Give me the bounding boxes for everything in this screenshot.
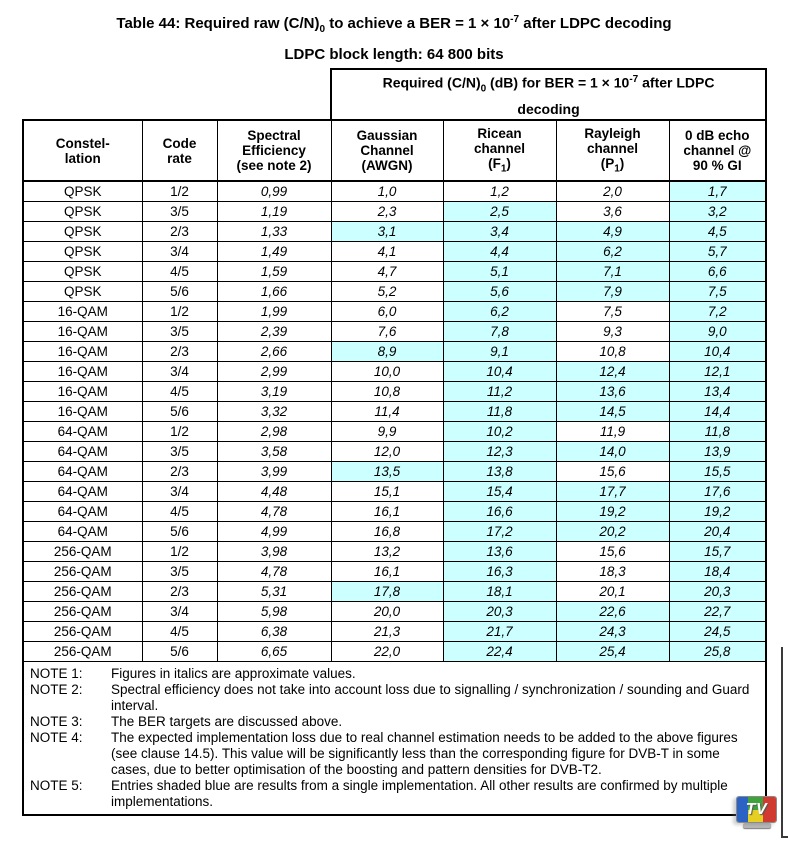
spectral-efficiency-cell: 4,78 <box>217 502 331 522</box>
cn-value-cell: 4,5 <box>669 222 766 242</box>
cn-value-cell: 11,8 <box>443 402 556 422</box>
note-item-5 <box>30 778 759 810</box>
cn-value-cell: 20,3 <box>443 602 556 622</box>
code-rate-cell: 2/3 <box>142 582 217 602</box>
cn-value-cell: 17,6 <box>669 482 766 502</box>
cn-value-cell: 19,2 <box>669 502 766 522</box>
cn-value-cell: 7,6 <box>331 322 443 342</box>
constellation-cell: 16-QAM <box>23 362 142 382</box>
code-rate-cell: 5/6 <box>142 402 217 422</box>
note-text: Entries shaded blue are results from a single implementation. All other results are confirmed by multiple implementations. <box>111 778 728 810</box>
note-label: NOTE 1: <box>30 666 83 682</box>
spectral-efficiency-cell: 6,38 <box>217 622 331 642</box>
constellation-cell: 256-QAM <box>23 582 142 602</box>
code-rate-cell: 1/2 <box>142 422 217 442</box>
cn-value-cell: 9,9 <box>331 422 443 442</box>
cn-value-cell: 21,3 <box>331 622 443 642</box>
cn-value-cell: 3,4 <box>443 222 556 242</box>
spectral-efficiency-cell: 1,99 <box>217 302 331 322</box>
cn-value-cell: 7,8 <box>443 322 556 342</box>
page-edge-line-vertical <box>781 647 783 838</box>
cn-value-cell: 22,7 <box>669 602 766 622</box>
table-row <box>23 302 766 322</box>
cn-value-cell: 9,0 <box>669 322 766 342</box>
table-row <box>23 522 766 542</box>
table-row <box>23 382 766 402</box>
code-rate-cell: 3/4 <box>142 602 217 622</box>
page-edge-line-horizontal <box>781 836 788 838</box>
constellation-cell: 16-QAM <box>23 322 142 342</box>
constellation-cell: QPSK <box>23 222 142 242</box>
constellation-cell: 16-QAM <box>23 382 142 402</box>
table-row <box>23 322 766 342</box>
cn-value-cell: 10,2 <box>443 422 556 442</box>
header-spacer <box>23 69 331 120</box>
code-rate-cell: 1/2 <box>142 542 217 562</box>
tv-logo-text: TV <box>745 800 768 818</box>
col-header-0db-echo: 0 dB echo channel @ 90 % GI <box>669 120 766 181</box>
cn-value-cell: 22,4 <box>443 642 556 662</box>
constellation-cell: QPSK <box>23 262 142 282</box>
code-rate-cell: 3/5 <box>142 202 217 222</box>
cn-value-cell: 13,6 <box>443 542 556 562</box>
constellation-cell: 256-QAM <box>23 622 142 642</box>
cn-value-cell: 13,8 <box>443 462 556 482</box>
constellation-cell: 256-QAM <box>23 562 142 582</box>
table-row <box>23 402 766 422</box>
cn-value-cell: 21,7 <box>443 622 556 642</box>
cn-value-cell: 3,6 <box>556 202 669 222</box>
spectral-efficiency-cell: 1,66 <box>217 282 331 302</box>
spectral-efficiency-cell: 2,39 <box>217 322 331 342</box>
cn-value-cell: 15,4 <box>443 482 556 502</box>
notes-row <box>23 662 766 816</box>
cn-value-cell: 6,0 <box>331 302 443 322</box>
cn-value-cell: 10,8 <box>556 342 669 362</box>
constellation-cell: 256-QAM <box>23 602 142 622</box>
cn-value-cell: 17,2 <box>443 522 556 542</box>
cn-value-cell: 25,8 <box>669 642 766 662</box>
note-item-4 <box>30 730 759 778</box>
table-row <box>23 622 766 642</box>
table-row <box>23 202 766 222</box>
spectral-efficiency-cell: 5,98 <box>217 602 331 622</box>
code-rate-cell: 3/4 <box>142 482 217 502</box>
cn-value-cell: 12,0 <box>331 442 443 462</box>
table-row <box>23 582 766 602</box>
cn-value-cell: 7,1 <box>556 262 669 282</box>
cn-value-cell: 13,5 <box>331 462 443 482</box>
cn-value-cell: 18,1 <box>443 582 556 602</box>
code-rate-cell: 5/6 <box>142 642 217 662</box>
note-item-1 <box>30 666 759 682</box>
spectral-efficiency-cell: 1,59 <box>217 262 331 282</box>
cn-value-cell: 9,1 <box>443 342 556 362</box>
cn-value-cell: 20,0 <box>331 602 443 622</box>
cn-value-cell: 1,0 <box>331 181 443 202</box>
note-text: The BER targets are discussed above. <box>111 714 343 730</box>
spectral-efficiency-cell: 1,33 <box>217 222 331 242</box>
table-row <box>23 562 766 582</box>
cn-value-cell: 7,5 <box>556 302 669 322</box>
note-item-3 <box>30 714 759 730</box>
cn-value-cell: 13,4 <box>669 382 766 402</box>
spectral-efficiency-cell: 5,31 <box>217 582 331 602</box>
col-header-code-rate: Code rate <box>142 120 217 181</box>
cn-value-cell: 9,3 <box>556 322 669 342</box>
constellation-cell: 16-QAM <box>23 342 142 362</box>
table-row <box>23 181 766 202</box>
code-rate-cell: 3/5 <box>142 442 217 462</box>
table-row <box>23 362 766 382</box>
cn-value-cell: 22,6 <box>556 602 669 622</box>
table-row <box>23 442 766 462</box>
table-title-line2: LDPC block length: 64 800 bits <box>284 46 504 63</box>
note-label: NOTE 5: <box>30 778 83 794</box>
span-header: Required $(C/N)_0$ (dB) for BER = $1 \times 10^{-7}$ after LDPC decoding <box>331 69 766 120</box>
code-rate-cell: 4/5 <box>142 502 217 522</box>
code-rate-cell: 2/3 <box>142 462 217 482</box>
col-header-rayleigh: Rayleigh channel $(P_1)$ <box>556 120 669 181</box>
spectral-efficiency-cell: 1,49 <box>217 242 331 262</box>
cn-value-cell: 15,7 <box>669 542 766 562</box>
constellation-cell: 64-QAM <box>23 522 142 542</box>
cn-value-cell: 20,4 <box>669 522 766 542</box>
code-rate-cell: 2/3 <box>142 222 217 242</box>
constellation-cell: QPSK <box>23 181 142 202</box>
col-header-gaussian: Gaussian Channel (AWGN) <box>331 120 443 181</box>
cn-value-cell: 18,4 <box>669 562 766 582</box>
cn-value-cell: 16,1 <box>331 562 443 582</box>
col-header-ricean: Ricean channel $(F_1)$ <box>443 120 556 181</box>
table-row <box>23 542 766 562</box>
cn-value-cell: 18,3 <box>556 562 669 582</box>
cn-value-cell: 16,6 <box>443 502 556 522</box>
code-rate-cell: 3/4 <box>142 242 217 262</box>
constellation-cell: 256-QAM <box>23 642 142 662</box>
table-row <box>23 482 766 502</box>
cn-value-cell: 11,8 <box>669 422 766 442</box>
spectral-efficiency-cell: 3,32 <box>217 402 331 422</box>
cn-value-cell: 20,3 <box>669 582 766 602</box>
cn-value-cell: 10,4 <box>443 362 556 382</box>
cn-value-cell: 24,3 <box>556 622 669 642</box>
constellation-cell: 64-QAM <box>23 502 142 522</box>
cn-value-cell: 2,3 <box>331 202 443 222</box>
constellation-cell: QPSK <box>23 242 142 262</box>
cn-value-cell: 15,1 <box>331 482 443 502</box>
cn-value-cell: 2,5 <box>443 202 556 222</box>
cn-value-cell: 1,2 <box>443 181 556 202</box>
cn-value-cell: 4,9 <box>556 222 669 242</box>
note-item-2 <box>30 682 759 714</box>
table-title <box>0 7 788 67</box>
cn-value-cell: 10,8 <box>331 382 443 402</box>
code-rate-cell: 4/5 <box>142 622 217 642</box>
cn-value-cell: 5,1 <box>443 262 556 282</box>
code-rate-cell: 5/6 <box>142 522 217 542</box>
code-rate-cell: 3/5 <box>142 562 217 582</box>
notes-section <box>23 662 766 816</box>
cn-value-cell: 15,6 <box>556 462 669 482</box>
table-row <box>23 602 766 622</box>
cn-value-cell: 25,4 <box>556 642 669 662</box>
cn-value-cell: 1,7 <box>669 181 766 202</box>
col-header-constellation: Constel- lation <box>23 120 142 181</box>
constellation-cell: 16-QAM <box>23 402 142 422</box>
cn-value-cell: 24,5 <box>669 622 766 642</box>
constellation-cell: 64-QAM <box>23 422 142 442</box>
cn-value-cell: 15,6 <box>556 542 669 562</box>
table-row <box>23 462 766 482</box>
span-header-row <box>23 69 766 120</box>
note-text: Spectral efficiency does not take into account loss due to signalling / synchronization / sounding and Guard interval. <box>111 682 750 714</box>
table-row <box>23 422 766 442</box>
note-label: NOTE 3: <box>30 714 83 730</box>
cn-value-cell: 20,1 <box>556 582 669 602</box>
cn-value-cell: 16,1 <box>331 502 443 522</box>
tv-watermark-logo <box>736 796 778 828</box>
cn-value-cell: 15,5 <box>669 462 766 482</box>
cn-value-cell: 3,2 <box>669 202 766 222</box>
cn-value-cell: 10,0 <box>331 362 443 382</box>
cn-value-cell: 5,7 <box>669 242 766 262</box>
table-row <box>23 282 766 302</box>
spectral-efficiency-cell: 3,19 <box>217 382 331 402</box>
cn-value-cell: 7,5 <box>669 282 766 302</box>
spectral-efficiency-cell: 1,19 <box>217 202 331 222</box>
constellation-cell: 64-QAM <box>23 482 142 502</box>
constellation-cell: 64-QAM <box>23 442 142 462</box>
code-rate-cell: 3/5 <box>142 322 217 342</box>
cn-value-cell: 5,2 <box>331 282 443 302</box>
code-rate-cell: 1/2 <box>142 181 217 202</box>
cn-value-cell: 4,4 <box>443 242 556 262</box>
cn-value-cell: 20,2 <box>556 522 669 542</box>
cn-value-cell: 11,9 <box>556 422 669 442</box>
code-rate-cell: 1/2 <box>142 302 217 322</box>
table-row <box>23 642 766 662</box>
constellation-cell: 256-QAM <box>23 542 142 562</box>
cn-value-cell: 6,6 <box>669 262 766 282</box>
spectral-efficiency-cell: 2,98 <box>217 422 331 442</box>
spectral-efficiency-cell: 3,98 <box>217 542 331 562</box>
cn-value-cell: 16,3 <box>443 562 556 582</box>
cn-value-cell: 13,9 <box>669 442 766 462</box>
cn-value-cell: 11,4 <box>331 402 443 422</box>
note-text: Figures in italics are approximate values. <box>111 666 356 682</box>
spectral-efficiency-cell: 2,99 <box>217 362 331 382</box>
table-row <box>23 222 766 242</box>
constellation-cell: 16-QAM <box>23 302 142 322</box>
cn-value-cell: 13,6 <box>556 382 669 402</box>
spectral-efficiency-cell: 4,78 <box>217 562 331 582</box>
cn-value-cell: 6,2 <box>443 302 556 322</box>
cn-value-cell: 14,0 <box>556 442 669 462</box>
cn-value-cell: 14,5 <box>556 402 669 422</box>
spectral-efficiency-cell: 0,99 <box>217 181 331 202</box>
note-label: NOTE 2: <box>30 682 83 698</box>
cn-value-cell: 3,1 <box>331 222 443 242</box>
cn-value-cell: 17,7 <box>556 482 669 502</box>
cn-value-cell: 12,3 <box>443 442 556 462</box>
cn-requirements-table <box>22 68 767 816</box>
code-rate-cell: 3/4 <box>142 362 217 382</box>
tv-icon <box>736 796 777 823</box>
cn-value-cell: 7,2 <box>669 302 766 322</box>
cn-value-cell: 19,2 <box>556 502 669 522</box>
table-row <box>23 242 766 262</box>
note-label: NOTE 4: <box>30 730 83 746</box>
table-row <box>23 262 766 282</box>
cn-value-cell: 17,8 <box>331 582 443 602</box>
constellation-cell: QPSK <box>23 282 142 302</box>
cn-value-cell: 16,8 <box>331 522 443 542</box>
cn-value-cell: 10,4 <box>669 342 766 362</box>
cn-value-cell: 4,1 <box>331 242 443 262</box>
constellation-cell: 64-QAM <box>23 462 142 482</box>
code-rate-cell: 4/5 <box>142 262 217 282</box>
spectral-efficiency-cell: 3,99 <box>217 462 331 482</box>
spectral-efficiency-cell: 6,65 <box>217 642 331 662</box>
spectral-efficiency-cell: 2,66 <box>217 342 331 362</box>
constellation-cell: QPSK <box>23 202 142 222</box>
cn-value-cell: 11,2 <box>443 382 556 402</box>
cn-value-cell: 4,7 <box>331 262 443 282</box>
note-text: The expected implementation loss due to real channel estimation needs to be added to the above figures (see clause 14.5). This value will be significantly less than the corresponding figure for DVB-T in some cases, due to better optimisation of the boosting and pattern densities for DVB-T2. <box>111 730 738 778</box>
cn-value-cell: 5,6 <box>443 282 556 302</box>
tv-icon-base <box>743 823 771 828</box>
code-rate-cell: 4/5 <box>142 382 217 402</box>
col-header-spectral-efficiency: Spectral Efficiency (see note 2) <box>217 120 331 181</box>
cn-value-cell: 12,1 <box>669 362 766 382</box>
table-row <box>23 342 766 362</box>
cn-value-cell: 6,2 <box>556 242 669 262</box>
table-title-line1: Table 44: Required raw $(C/N)_0$ to achieve a BER = $1 \times 10^{-7}$ after LDPC decoding <box>116 14 672 35</box>
spectral-efficiency-cell: 3,58 <box>217 442 331 462</box>
cn-value-cell: 12,4 <box>556 362 669 382</box>
column-header-row <box>23 120 766 181</box>
cn-value-cell: 13,2 <box>331 542 443 562</box>
cn-value-cell: 14,4 <box>669 402 766 422</box>
spectral-efficiency-cell: 4,48 <box>217 482 331 502</box>
cn-value-cell: 2,0 <box>556 181 669 202</box>
table-row <box>23 502 766 522</box>
code-rate-cell: 2/3 <box>142 342 217 362</box>
cn-value-cell: 22,0 <box>331 642 443 662</box>
spectral-efficiency-cell: 4,99 <box>217 522 331 542</box>
code-rate-cell: 5/6 <box>142 282 217 302</box>
cn-value-cell: 8,9 <box>331 342 443 362</box>
cn-value-cell: 7,9 <box>556 282 669 302</box>
